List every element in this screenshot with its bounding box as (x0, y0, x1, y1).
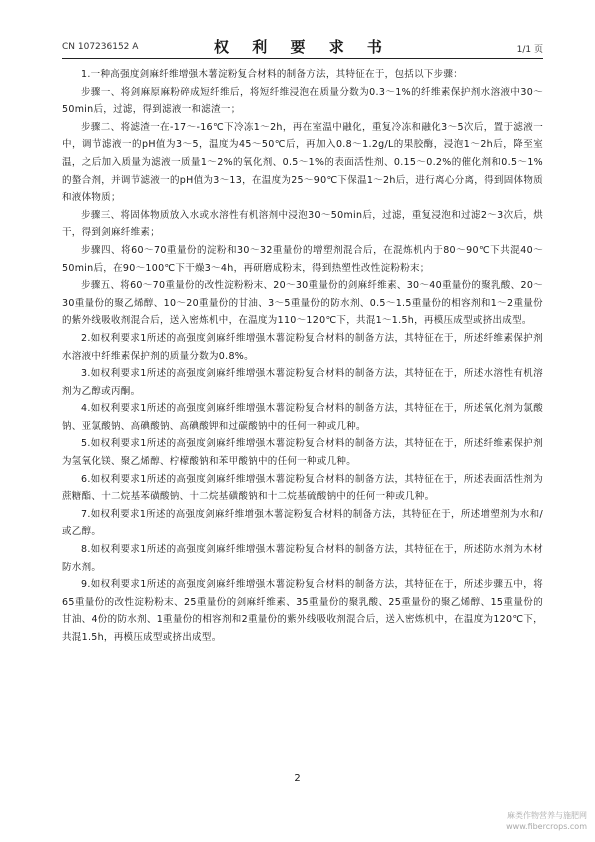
claim-1-step-4: 步骤四、将60～70重量份的淀粉和30～32重量份的增塑剂混合后，在混炼机内于80～90℃下共混40～50min后，在90～100℃下干燥3～4h，再研磨成粉末，得到热塑性改性淀粉粉末； (62, 244, 543, 274)
claim-1-step-2: 步骤二、将滤渣一在-17～-16℃下冷冻1～2h，再在室温中融化，重复冷冻和融化3～5次后，置于滤液一中，调节滤液一的pH值为3～5，温度为45～50℃后，再加入0.8～1.2g/L的果胶酶，浸泡1～2h后，降至室温，之后加入质量为滤液一质量1～2%的氧化剂、0.5～1%的表面活性剂、0.15～0.2%的催化剂和0.5～1%的螯合剂，并调节滤液一的pH值为3～13，在温度为25～90℃下保温1～2h后，进行离心分离，得到固体物质和液体物质； (62, 121, 543, 204)
page-info: 1/1 页 (516, 45, 543, 55)
claim-6: 6.如权利要求1所述的高强度剑麻纤维增强木薯淀粉复合材料的制备方法，其特征在于，所述表面活性剂为蔗糖酯、十二烷基苯磺酸钠、十二烷基磺酸钠和十二烷基硫酸钠中的任何一种或几种。 (62, 473, 543, 503)
claim-7: 7.如权利要求1所述的高强度剑麻纤维增强木薯淀粉复合材料的制备方法，其特征在于，所述增塑剂为水和/或乙醇。 (62, 508, 543, 538)
watermark-site-name: 麻类作物营养与施肥网 (507, 811, 587, 820)
document-header (62, 34, 543, 59)
claim-2: 2.如权利要求1所述的高强度剑麻纤维增强木薯淀粉复合材料的制备方法，其特征在于，所述纤维素保护剂水溶液中纤维素保护剂的质量分数为0.8%。 (62, 332, 543, 362)
claim-1-step-5: 步骤五、将60～70重量份的改性淀粉粉末、20～30重量份的剑麻纤维素、30～40重量份的聚乳酸、20～30重量份的聚乙烯醇、10～20重量份的甘油、3～5重量份的防水剂、0.5～1.5重量份的相容剂和1～2重量份的紫外线吸收剂混合后，送入密炼机中，在温度为110～120℃下，共混1～1.5h，再模压成型或挤出成型。 (62, 280, 543, 327)
watermark-url: www.fibercrops.com (506, 822, 587, 831)
claim-8: 8.如权利要求1所述的高强度剑麻纤维增强木薯淀粉复合材料的制备方法，其特征在于，所述防水剂为木材防水剂。 (62, 544, 543, 573)
claims-body (62, 66, 543, 647)
page-number: 2 (294, 773, 301, 784)
document-title: 权 利 要 求 书 (214, 38, 391, 56)
site-watermark (506, 810, 587, 832)
claim-5: 5.如权利要求1所述的高强度剑麻纤维增强木薯淀粉复合材料的制备方法，其特征在于，所述纤维素保护剂为氢氧化镁、聚乙烯醇、柠檬酸钠和苯甲酸钠中的任何一种或几种。 (62, 438, 543, 468)
publication-number: CN 107236152 A (62, 42, 139, 52)
claim-9: 9.如权利要求1所述的高强度剑麻纤维增强木薯淀粉复合材料的制备方法，其特征在于，所述步骤五中，将65重量份的改性淀粉粉末、25重量份的剑麻纤维素、35重量份的聚乳酸、25重量份的聚乙烯醇、15重量份的甘油、4份的防水剂、1重量份的相容剂和2重量份的紫外线吸收剂混合后，送入密炼机中，在温度为120℃下，共混1.5h，再模压成型或挤出成型。 (62, 579, 543, 643)
claim-1-step-1: 步骤一、将剑麻原麻粉碎成短纤维后，将短纤维浸泡在质量分数为0.3～1%的纤维素保护剂水溶液中30～50min后，过滤，得到滤液一和滤渣一； (62, 86, 543, 116)
claim-1-step-3: 步骤三、将固体物质放入水或水溶性有机溶剂中浸泡30～50min后，过滤，重复浸泡和过滤2～3次后，烘干，得到剑麻纤维素； (62, 209, 543, 239)
claim-1-intro: 1.一种高强度剑麻纤维增强木薯淀粉复合材料的制备方法，其特征在于，包括以下步骤： (81, 69, 464, 80)
claim-3: 3.如权利要求1所述的高强度剑麻纤维增强木薯淀粉复合材料的制备方法，其特征在于，所述水溶性有机溶剂为乙醇或丙酮。 (62, 368, 543, 397)
claim-4: 4.如权利要求1所述的高强度剑麻纤维增强木薯淀粉复合材料的制备方法，其特征在于，所述氧化剂为氯酸钠、亚氯酸钠、高碘酸钠、高碘酸钾和过碳酸钠中的任何一种或几种。 (62, 403, 543, 432)
